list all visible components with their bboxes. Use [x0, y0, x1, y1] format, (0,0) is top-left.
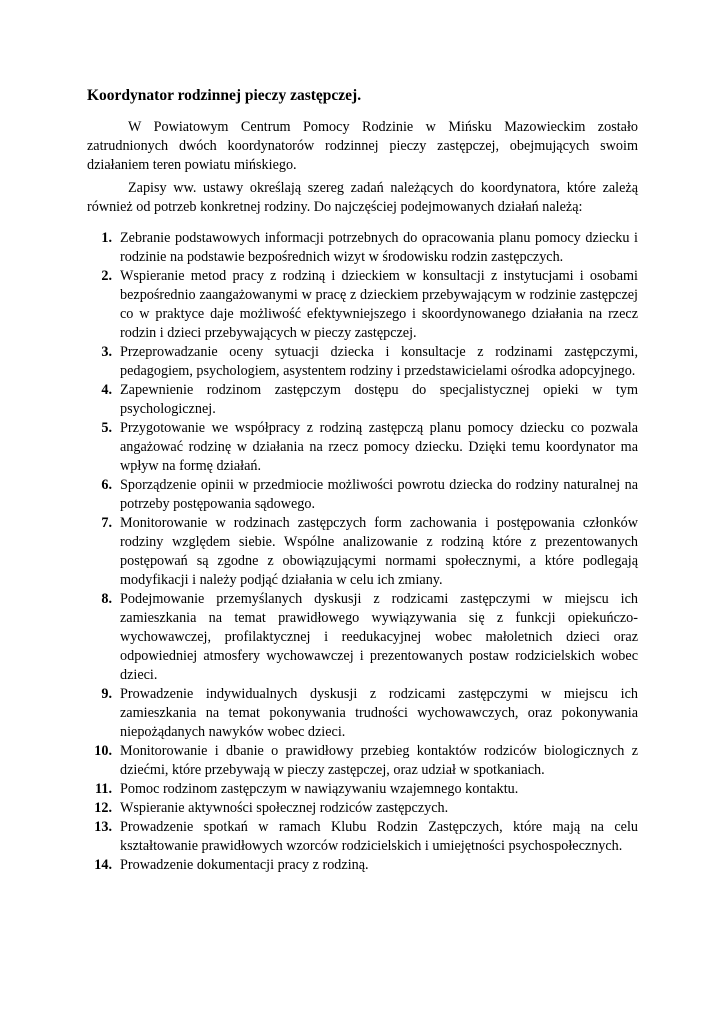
- task-number-label: 1.: [101, 230, 112, 246]
- task-item: [87, 419, 638, 476]
- task-text: Zapewnienie rodzinom zastępczym dostępu do specjalistycznej opieki w tym psychologicznej.: [120, 382, 638, 417]
- intro-paragraph: W Powiatowym Centrum Pomocy Rodzinie w Mińsku Mazowieckim zostało zatrudnionych dwóch koordynatorów rodzinnej pieczy zastępczej, obejmujących swoim działaniem teren powiatu mińskiego.: [87, 119, 638, 173]
- task-number-label: 12.: [94, 800, 112, 816]
- task-item: [87, 742, 638, 780]
- task-text: Monitorowanie i dbanie o prawidłowy przebieg kontaktów rodziców biologicznych z dziećmi, które przebywają w pieczy zastępczej, oraz udział w spotkaniach.: [120, 743, 638, 778]
- task-number-label: 11.: [95, 781, 112, 797]
- task-text: Prowadzenie dokumentacji pracy z rodziną.: [120, 857, 369, 873]
- document-title: Koordynator rodzinnej pieczy zastępczej.: [87, 87, 362, 104]
- task-text: Monitorowanie w rodzinach zastępczych form zachowania i postępowania członków rodziny względem siebie. Wspólne analizowanie z rodziną które z prezentowanych postępowań są zgodne z obowiązującymi normami społecznymi, a które podlegają modyfikacji i należy podjąć działania w celu ich zmiany.: [120, 515, 638, 588]
- task-text: Przeprowadzanie oceny sytuacji dziecka i konsultacje z rodzinami zastępczymi, pedagogiem, psychologiem, asystentem rodziny i przedstawicielami ośrodka adopcyjnego.: [120, 344, 638, 379]
- task-number-label: 8.: [101, 591, 112, 607]
- task-number-label: 3.: [101, 344, 112, 360]
- task-text: Pomoc rodzinom zastępczym w nawiązywaniu wzajemnego kontaktu.: [120, 781, 519, 797]
- task-text: Wspieranie aktywności społecznej rodziców zastępczych.: [120, 800, 449, 816]
- task-item: [87, 590, 638, 685]
- task-number: [87, 818, 120, 856]
- task-number: [87, 419, 120, 476]
- task-text: Przygotowanie we współpracy z rodziną zastępczą planu pomocy dziecku co pozwala angażować rodzinę w działania na rzecz pomocy dziecku. Dzięki temu koordynator ma wpływ na formę działań.: [120, 420, 638, 474]
- task-number: [87, 343, 120, 381]
- task-number: [87, 229, 120, 267]
- task-number: [87, 590, 120, 685]
- task-number: [87, 799, 120, 818]
- task-number: [87, 742, 120, 780]
- task-text: Wspieranie metod pracy z rodziną i dzieckiem w konsultacji z instytucjami i osobami bezpośrednio zaangażowanymi w pracę z dzieckiem przebywającym w rodzinie zastępczej co w praktyce daje możliwość efektywniejszego i skoordynowanego działania na rzecz rodzin i dzieci przebywających w pieczy zastępczej.: [120, 268, 638, 341]
- task-item: [87, 856, 638, 875]
- task-item: [87, 381, 638, 419]
- task-number-label: 13.: [94, 819, 112, 835]
- task-item: [87, 229, 638, 267]
- task-number: [87, 856, 120, 875]
- task-number-label: 7.: [101, 515, 112, 531]
- task-number: [87, 685, 120, 742]
- task-number: [87, 514, 120, 590]
- task-text: Prowadzenie spotkań w ramach Klubu Rodzin Zastępczych, które mają na celu kształtowanie prawidłowych wzorców rodzicielskich i umiejętności psychospołecznych.: [120, 819, 638, 854]
- task-number-label: 4.: [101, 382, 112, 398]
- task-item: [87, 780, 638, 799]
- task-item: [87, 685, 638, 742]
- task-number: [87, 381, 120, 419]
- task-number: [87, 476, 120, 514]
- task-item: [87, 799, 638, 818]
- task-text: Podejmowanie przemyślanych dyskusji z rodzicami zastępczymi w miejscu ich zamieszkania na temat prawidłowego wywiązywania się z funkcji opiekuńczo-wychowawczej, profilaktycznej i reedukacyjnej wobec małoletnich dzieci oraz odpowiedniej atmosfery wychowawczej i prezentowanych postaw rodzicielskich wobec dzieci.: [120, 591, 638, 683]
- task-number-label: 2.: [101, 268, 112, 284]
- task-number-label: 5.: [101, 420, 112, 436]
- task-text: Prowadzenie indywidualnych dyskusji z rodzicami zastępczymi w miejscu ich zamieszkania na temat pokonywania trudności wychowawczych, oraz pokonywania niepożądanych nawyków wobec dzieci.: [120, 686, 638, 740]
- task-item: [87, 476, 638, 514]
- task-item: [87, 343, 638, 381]
- task-number-label: 9.: [101, 686, 112, 702]
- task-number-label: 6.: [101, 477, 112, 493]
- task-item: [87, 514, 638, 590]
- task-number-label: 14.: [94, 857, 112, 873]
- task-text: Sporządzenie opinii w przedmiocie możliwości powrotu dziecka do rodziny naturalnej na potrzeby postępowania sądowego.: [120, 477, 638, 512]
- tasks-intro-paragraph: Zapisy ww. ustawy określają szereg zadań należących do koordynatora, które zależą również od potrzeb konkretnej rodziny. Do najczęściej podejmowanych działań należą:: [87, 180, 638, 215]
- tasks-list: [87, 229, 638, 875]
- task-number: [87, 780, 120, 799]
- task-item: [87, 267, 638, 343]
- task-number: [87, 267, 120, 343]
- task-text: Zebranie podstawowych informacji potrzebnych do opracowania planu pomocy dziecku i rodzinie na podstawie bezpośrednich wizyt w środowisku rodzin zastępczych.: [120, 230, 638, 265]
- task-number-label: 10.: [94, 743, 112, 759]
- task-item: [87, 818, 638, 856]
